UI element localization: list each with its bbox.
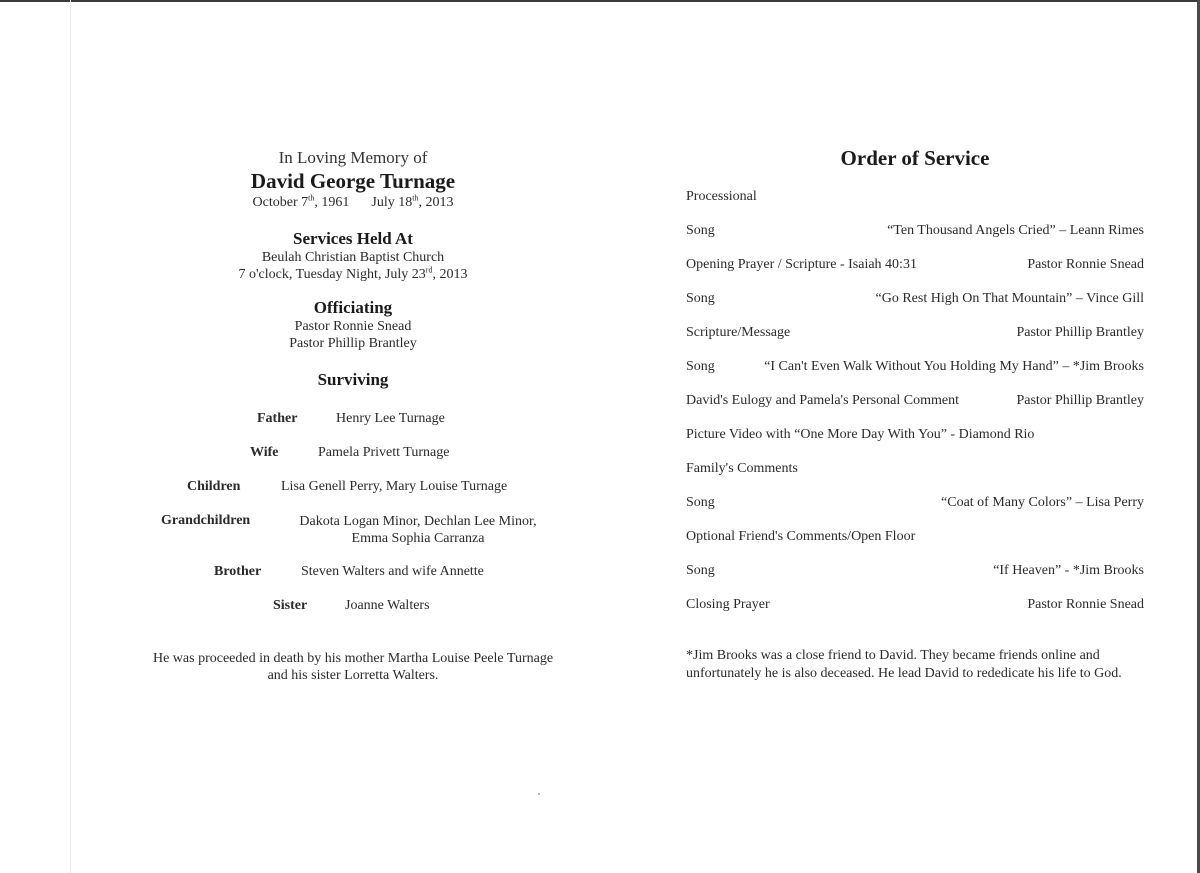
service-item-label: Song	[686, 291, 715, 306]
memorial-panel	[120, 148, 586, 390]
service-item-detail: “Ten Thousand Angels Cried” – Leann Rimes	[887, 223, 1144, 238]
officiating-section	[120, 297, 586, 352]
service-item-detail: “If Heaven” - *Jim Brooks	[993, 563, 1144, 578]
service-item	[686, 527, 1144, 547]
memory-heading: In Loving Memory of	[278, 148, 428, 167]
service-item-detail: Pastor Ronnie Snead	[1027, 257, 1144, 272]
services-section	[120, 228, 586, 283]
relation-label: Father	[257, 411, 298, 426]
service-item	[686, 357, 1144, 377]
service-item-label: Opening Prayer / Scripture - Isaiah 40:31	[686, 257, 917, 272]
service-item-detail: Pastor Ronnie Snead	[1027, 597, 1144, 612]
service-item-label: Processional	[686, 189, 757, 204]
grandchildren-line: Emma Sophia Carranza	[351, 531, 485, 546]
officiant: Pastor Ronnie Snead	[294, 319, 412, 334]
service-item	[686, 561, 1144, 581]
service-item-label: Song	[686, 359, 715, 374]
service-item-detail: “I Can't Even Walk Without You Holding My Hand” – *Jim Brooks	[764, 359, 1144, 374]
service-item-label: Scripture/Message	[686, 325, 791, 340]
service-item	[686, 459, 1144, 479]
service-item-detail: “Go Rest High On That Mountain” – Vince Gill	[875, 291, 1144, 306]
service-item-detail: Pastor Phillip Brantley	[1016, 325, 1144, 340]
relation-label: Wife	[250, 445, 279, 460]
service-item-label: Song	[686, 223, 715, 238]
relation-label: Brother	[214, 564, 262, 579]
death-date: July 18th, 2013	[371, 193, 454, 210]
service-item	[686, 255, 1144, 275]
relative-wife	[250, 445, 279, 461]
footnote-line: unfortunately he is also deceased. He lead David to rededicate his life to God.	[686, 666, 1122, 681]
preceded-in-death-note	[120, 650, 586, 684]
jim-brooks-footnote	[686, 647, 1156, 683]
service-item-label: Picture Video with “One More Day With You” - Diamond Rio	[686, 427, 1035, 442]
relative-sister-name: Joanne Walters	[345, 598, 430, 613]
relative-grandchildren	[161, 513, 250, 529]
preceded-line: and his sister Lorretta Walters.	[267, 668, 439, 683]
officiating-heading: Officiating	[313, 298, 393, 317]
service-item-label: David's Eulogy and Pamela's Personal Comment	[686, 393, 959, 408]
preceded-line: He was proceeded in death by his mother Martha Louise Peele Turnage	[152, 651, 554, 666]
surviving-heading: Surviving	[317, 370, 389, 389]
service-item-detail: “Coat of Many Colors” – Lisa Perry	[941, 495, 1144, 510]
service-item-label: Song	[686, 495, 715, 510]
deceased-name: David George Turnage	[250, 169, 456, 193]
officiant: Pastor Phillip Brantley	[289, 336, 417, 351]
footnote-line: *Jim Brooks was a close friend to David. They became friends online and	[686, 648, 1100, 663]
birth-date: October 7th, 1961	[252, 193, 350, 210]
scan-edge-top	[0, 0, 1200, 2]
service-item-label: Optional Friend's Comments/Open Floor	[686, 529, 916, 544]
service-item	[686, 289, 1144, 309]
service-item-label: Closing Prayer	[686, 597, 770, 612]
service-item	[686, 221, 1144, 241]
life-dates	[120, 194, 586, 211]
surviving-section	[120, 369, 586, 390]
scan-speck	[538, 793, 540, 795]
relative-grandchildren-names	[288, 513, 548, 547]
relative-brother-name: Steven Walters and wife Annette	[301, 564, 484, 579]
service-item-label: Family's Comments	[686, 461, 798, 476]
services-heading: Services Held At	[293, 229, 413, 248]
relative-wife-name: Pamela Privett Turnage	[318, 445, 450, 460]
relative-children	[187, 479, 240, 495]
service-item	[686, 493, 1144, 513]
page-fold-line	[70, 0, 71, 873]
relation-label: Children	[187, 479, 241, 494]
service-item	[686, 595, 1144, 615]
order-of-service-title: Order of Service	[840, 146, 990, 170]
relative-children-names: Lisa Genell Perry, Mary Louise Turnage	[281, 479, 508, 494]
relative-father	[257, 411, 297, 427]
relative-father-name: Henry Lee Turnage	[336, 411, 445, 426]
service-item	[686, 187, 1144, 207]
service-time: 7 o'clock, Tuesday Night, July 23rd, 2013	[238, 265, 468, 282]
relation-label: Sister	[273, 598, 308, 613]
service-item	[686, 323, 1144, 343]
grandchildren-line: Dakota Logan Minor, Dechlan Lee Minor,	[299, 514, 537, 529]
service-item	[686, 425, 1144, 445]
service-item	[686, 391, 1144, 411]
service-item-label: Song	[686, 563, 715, 578]
church-name: Beulah Christian Baptist Church	[261, 250, 445, 265]
relative-brother	[214, 564, 261, 580]
relation-label: Grandchildren	[161, 513, 251, 528]
relative-sister	[273, 598, 307, 614]
service-item-detail: Pastor Phillip Brantley	[1016, 393, 1144, 408]
